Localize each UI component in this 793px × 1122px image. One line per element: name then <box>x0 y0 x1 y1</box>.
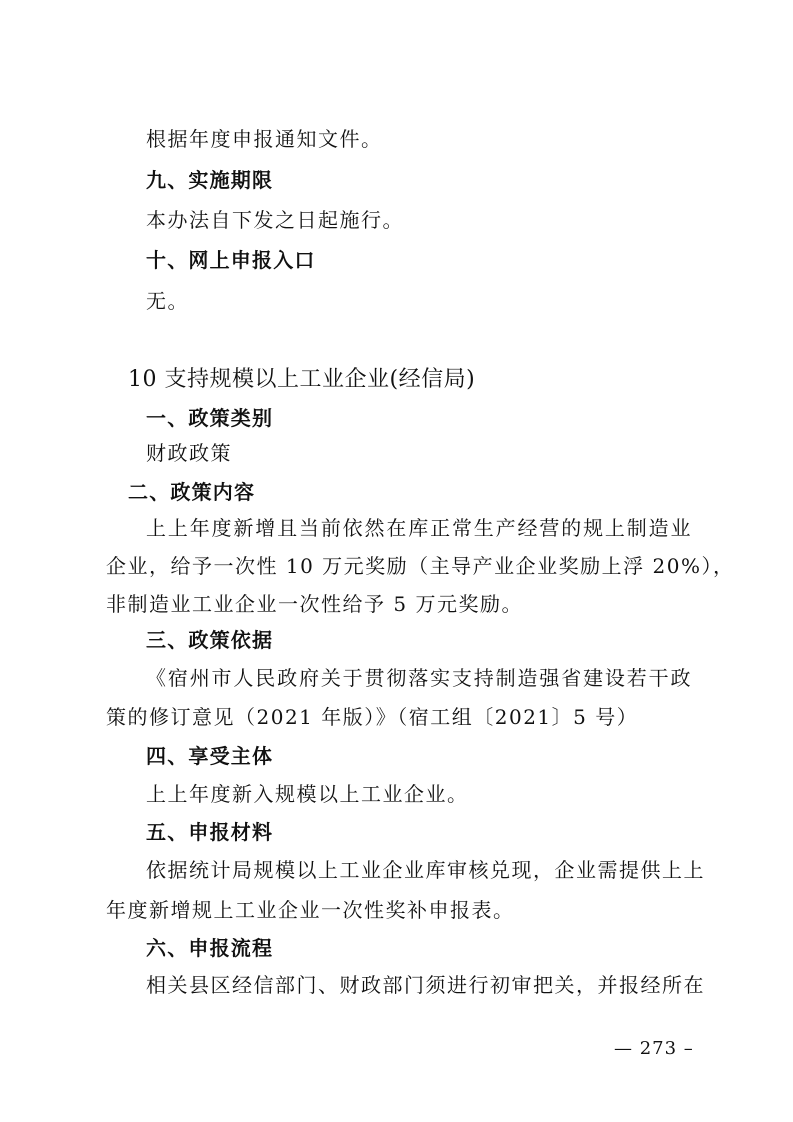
heading-policy-category: 一、政策类别 <box>146 406 274 430</box>
paragraph-policy-category: 财政政策 <box>146 441 232 465</box>
heading-application-process: 六、申报流程 <box>146 936 274 960</box>
heading-implementation-period: 九、实施期限 <box>146 168 274 192</box>
paragraph-policy-content-line2: 企业，给予一次性 10 万元奖励（主导产业企业奖励上浮 20%）， <box>106 554 735 578</box>
paragraph-application-materials-line2: 年度新增规上工业企业一次性奖补申报表。 <box>106 898 515 922</box>
heading-application-materials: 五、申报材料 <box>146 820 274 844</box>
heading-online-entry: 十、网上申报入口 <box>146 248 316 272</box>
paragraph-eligible-entity: 上上年度新入规模以上工业企业。 <box>146 782 469 806</box>
paragraph-online-entry: 无。 <box>146 289 189 313</box>
paragraph-application-materials-line1: 依据统计局规模以上工业企业库审核兑现，企业需提供上上 <box>146 858 705 882</box>
paragraph-policy-content-line1: 上上年度新增且当前依然在库正常生产经营的规上制造业 <box>146 516 692 540</box>
heading-policy-basis: 三、政策依据 <box>146 628 274 652</box>
paragraph-policy-content-line3: 非制造业工业企业一次性给予 5 万元奖励。 <box>106 592 523 616</box>
paragraph-policy-basis-line2: 策的修订意见（2021 年版）》（宿工组〔2021〕5 号） <box>106 705 639 729</box>
paragraph-top: 根据年度申报通知文件。 <box>146 127 383 151</box>
section-title: 10 支持规模以上工业企业(经信局) <box>128 367 476 392</box>
heading-eligible-entity: 四、享受主体 <box>146 744 274 768</box>
paragraph-implementation-period: 本办法自下发之日起施行。 <box>146 208 404 232</box>
paragraph-policy-basis-line1: 《宿州市人民政府关于贯彻落实支持制造强省建设若干政 <box>146 666 692 690</box>
page-number: — 273 – <box>614 1038 694 1059</box>
heading-policy-content: 二、政策内容 <box>128 480 256 504</box>
paragraph-application-process-line1: 相关县区经信部门、财政部门须进行初审把关，并报经所在 <box>146 973 705 997</box>
